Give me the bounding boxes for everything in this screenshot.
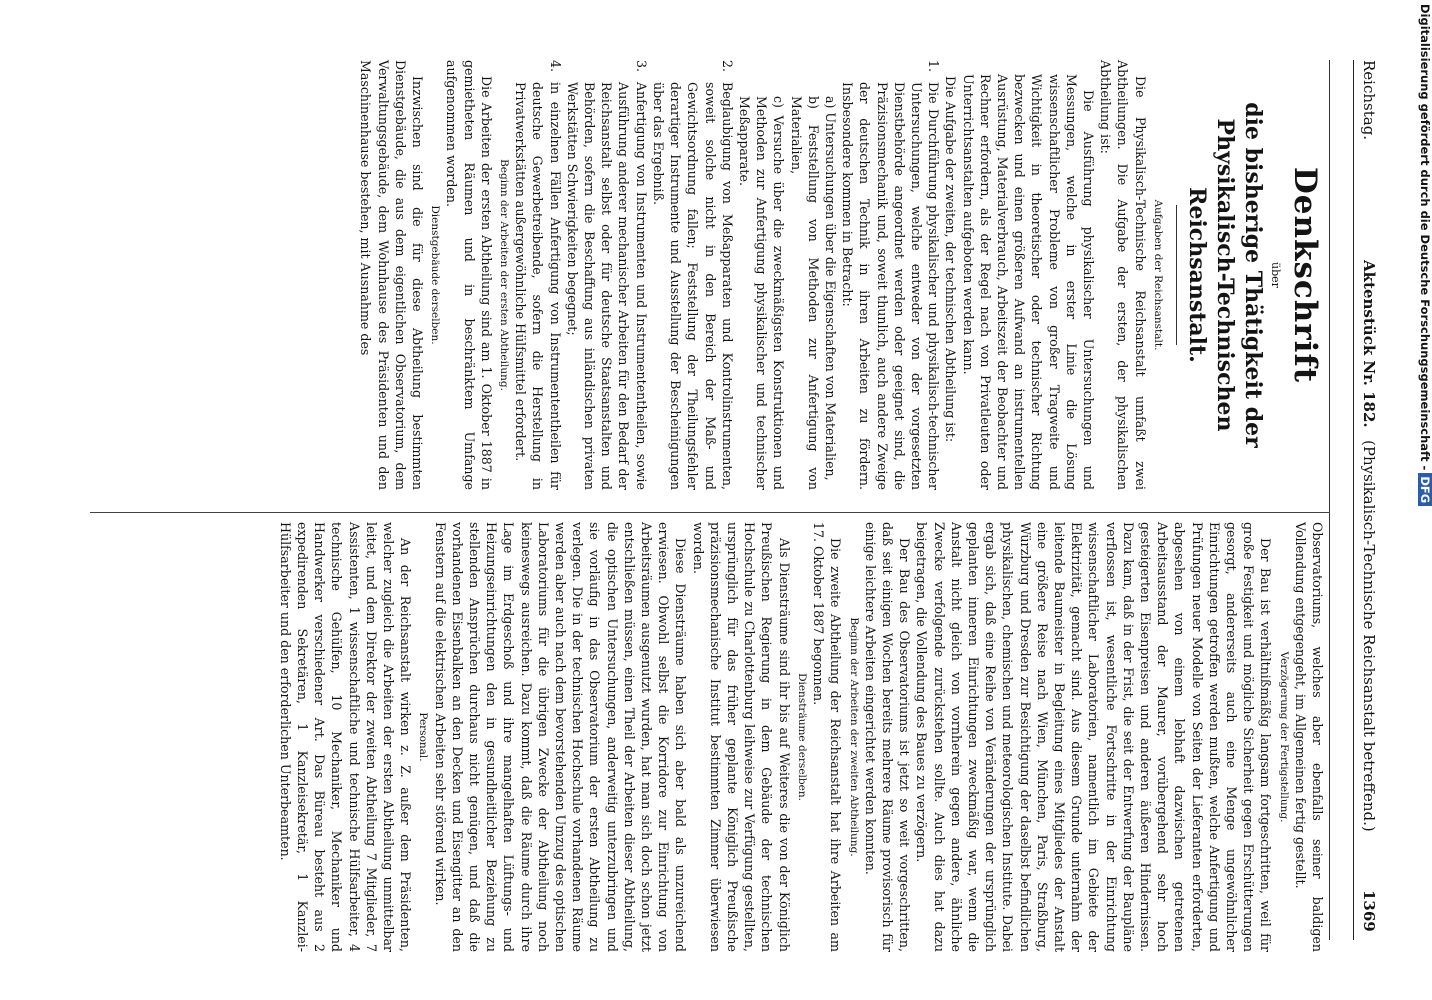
section-heading: Beginn der Arbeiten der zweiten Abtheilung. [847,617,860,857]
left-column [357,60,1326,490]
paragraph: Die Arbeiten der ersten Abtheilung sind am 1. Oktober 1887 in gemietheten Räumen und in beschränktem Umfange aufgenommen worden. [444,60,494,490]
paragraph: An der Reichsanstalt wirken z. Z. außer dem Präsidenten, welcher zugleich die Arbeiten der ersten Abtheilung unmittelbar leitet, und dem Direktor der zweiten Abtheilung 7 Mitglieder, 7 Assistenten, 1 wissenschaftliche und technische Hülfsarbeiter, 4 technische Gehülfen, 10 Mechaniker, Mechaniker und Handwerker verschiedener Art. Das Büreau besteht aus 2 expedirenden Sekretären, 1 Kanzleisekretär, 1 Kanzlei-Hülfsarbeiter und den erforderlichen Unterbeamten. [277,522,414,952]
paragraph: Die Physikalisch-Technische Reichsanstalt umfaßt zwei Abtheilungen. Die Aufgabe der ersten, der physikalischen Abtheilung ist: [1098,60,1148,490]
section-heading: Beginn der Arbeiten der ersten Abtheilung. [498,159,511,391]
paragraph: Observatoriums, welches aber ebenfalls seiner baldigen Vollendung entgegengeht, im Allgemeinen fertig gestellt. [1292,522,1325,952]
paragraph: Inzwischen sind die für diese Abtheilung bestimmten Dienstgebäude, die aus dem eigentlichen Observatorium, dem Verwaltungsgebäude, dem Wohnhause des Präsidenten und den Maschinenhause bestehen, mit Ausnahme des [358,60,426,490]
list-item: 2. Beglaubigung von Meßapparaten und Kontrolinstrumenten, soweit solche nicht in den Bereich der Maß- und Gewichtsordnung fallen; Feststellung der Theilungsfehler derartiger Instrumente und Ausstellung der Bescheinigungen über das Ergebniß. [650,60,735,490]
list-item: 1. Die Durchführung physikalischer und physikalisch-technischer Untersuchungen, welche entweder von der vorgesetzten Dienstbehörde angeordnet werden oder geeignet sind, die Präzisionsmechanik und, soweit thunlich, auch andere Zweige der deutschen Technik in ihren Arbeiten zu fördern. Insbesondere kommen in Betracht: [840,60,942,490]
section-heading: Diensträume derselben. [795,673,808,801]
header-aktenstueck: Aktenstück Nr. 182. [1360,260,1378,428]
paragraph: Diese Diensträume haben sich aber bald als unzureichend erwiesen. Obwohl selbst die Korridore zur Einrichtung von Arbeitsräumen ausgenutzt wurden, hat man sich doch schon jetzt entschließen müssen, einen Theil der Arbeiten dieser Abtheilung, die optischen Untersuchungen, anderweitig unterzubringen und sie vorläufig in das Observatorium der ersten Abtheilung zu verlegen. Die in der technischen Hochschule vorhandenen Räume werden aber auch nach dem bevorstehenden Umzug des optischen Laboratoriums für die übrigen Zwecke der Abtheilung noch keineswegs ausreichen. Dazu kommt, daß die Räume durch ihre Lage im Erdgeschoß und ihre mangelhaften Lüftungs- und Heizungseinrichtungen den in gesundheitlicher Beziehung zu stellenden Ansprüchen durchaus nicht genügen, und daß die vorhandenen Eisenbalken an den Decken und Eisengitter an den Fenstern auf die elektrischen Arbeiten sehr störend wirken. [432,522,689,952]
header-left: Reichstag. [1360,60,1378,141]
list-subitem: a) Untersuchungen über die Eigenschaften von Materialien, [822,96,838,481]
running-header [1353,60,1378,940]
paragraph: Der Bau des Observatoriums ist jetzt so weit vorgeschritten, daß seit einigen Wochen bereits mehrere Räume provisorisch für einige leichtere Arbeiten eingerichtet werden konnten. [862,522,913,952]
paragraph: Die Ausführung physikalischer Untersuchungen und Messungen, welche in erster Linie die Lösung wissenschaftlicher Probleme von großer Tragweite und Wichtigkeit in theoretischer oder technischer Richtung bezwecken und einen größeren Aufwand an instrumentellen Ausrüstung, Materialverbrauch, Arbeitszeit der Beobachter und Rechner erfordern, als der Regel nach von Privatleuten oder Unterrichtsanstalten aufgeboten werden kann. [960,74,1096,490]
list-item: 3. Anfertigung von Instrumenten und Instrumententheilen, sowie Ausführung anderer mechanischer Arbeiten für den Bedarf der Reichsanstalt selbst oder für deutsche Staatsanstalten und Behörden, sofern die Beschaffung aus inländischen privaten Werkstätten Schwierigkeiten begegnet; [564,60,649,490]
page-number: 1369 [1360,890,1378,932]
header-topic: (Physikalisch-Technische Reichsanstalt betreffend.) [1360,440,1378,832]
paragraph: Die Aufgabe der zweiten, der technischen Abtheilung ist: [943,76,959,443]
column-divider [90,512,1330,513]
dfg-logo: DFG [1418,473,1432,506]
header-rule [1329,60,1330,940]
title-rule [1176,205,1177,345]
section-heading: Dienstgebäude derselben. [429,205,442,345]
credit-text: Digitalisierung gefördert durch die Deutsche Forschungsgemeinschaft - [1418,4,1432,471]
section-heading: Aufgaben der Reichsanstalt. [1151,199,1164,351]
section-heading: Personal. [417,712,430,762]
paragraph: Als Diensträume sind ihr bis auf Weiteres die von der Königlich Preußischen Regierung in dem Gebäude der technischen Hochschule zu Charlottenburg leihweise zur Verfügung gestellten, ursprünglich für das früher geplante Königlich Preußische präzisionsmechanische Institut bestimmten Zimmer überwiesen worden. [690,522,792,952]
section-heading: Verzögerung der Fertigstellung. [1277,651,1290,823]
list-subitem: c) Versuche über die zweckmäßigsten Konstruktionen und Methoden zur Anfertigung physikalischer und technischer Meßapparate. [736,96,787,490]
paragraph: Der Bau ist verhältnißmäßig langsam fortgeschritten, weil für große Festigkeit und mögliche Sicherheit gegen Erschütterungen gesorgt, andererseits auch eine Menge ungewöhnlicher Einrichtungen getroffen werden mußten, welche Anfertigung und Prüfungen neuer Modelle von Seiten der Lieferanten erforderten, abgesehen von einem lebhaft dazwischen getretenen Arbeitsausstand der Maurer, vorübergehend sehr hoch gesteigerten Eisenpreisen und anderen äußeren Hindernissen. Dazu kam, daß in der Frist, die seit der Entwerfung der Baupläne verflossen ist, wesentliche Fortschritte in der Einrichtung wissenschaftlicher Laboratorien, namentlich im Gebiete der Elektrizität, gemacht sind. Aus diesem Grunde unternahm der leitende Baumeister in Begleitung eines Mitgliedes der Anstalt eine größere Reise nach Wien, München, Paris, Straßburg, Würzburg und Dresden zur Besichtigung der daselbst befindlichen physikalischen, chemischen und meteorologischen Institute. Dabei ergab sich, daß eine Reihe von Veränderungen der ursprünglich geplanten inneren Einrichtungen zweckmäßig war, wenn die Anstalt nicht gleich von vornherein gegen andere, ähnliche Zwecke verfolgende zurückstehen sollte. Auch dies hat dazu beigetragen, die Vollendung des Baues zu verzögern. [914,522,1274,952]
digitization-credit [1402,4,1432,994]
document-title: Denkschrift [1287,166,1323,384]
title-ueber: über [1269,262,1282,288]
list-subitem: b) Feststellung von Methoden zur Anfertigung von Materialien, [788,96,821,490]
list-item: 4. in einzelnen Fällen Anfertigung von Instrumententheilen für deutsche Gewerbetreibende, sofern die Herstellung in Privatwerkstätten außergewöhnliche Hülfsmittel erfordert. [513,60,563,490]
right-column [277,522,1326,952]
paragraph: Die zweite Abtheilung der Reichsanstalt hat ihre Arbeiten am 17. Oktober 1887 begonnen. [811,522,844,952]
main-title: die bisherige Thätigkeit der Physikalisch-Technischen Reichsanstalt. [1183,102,1266,448]
